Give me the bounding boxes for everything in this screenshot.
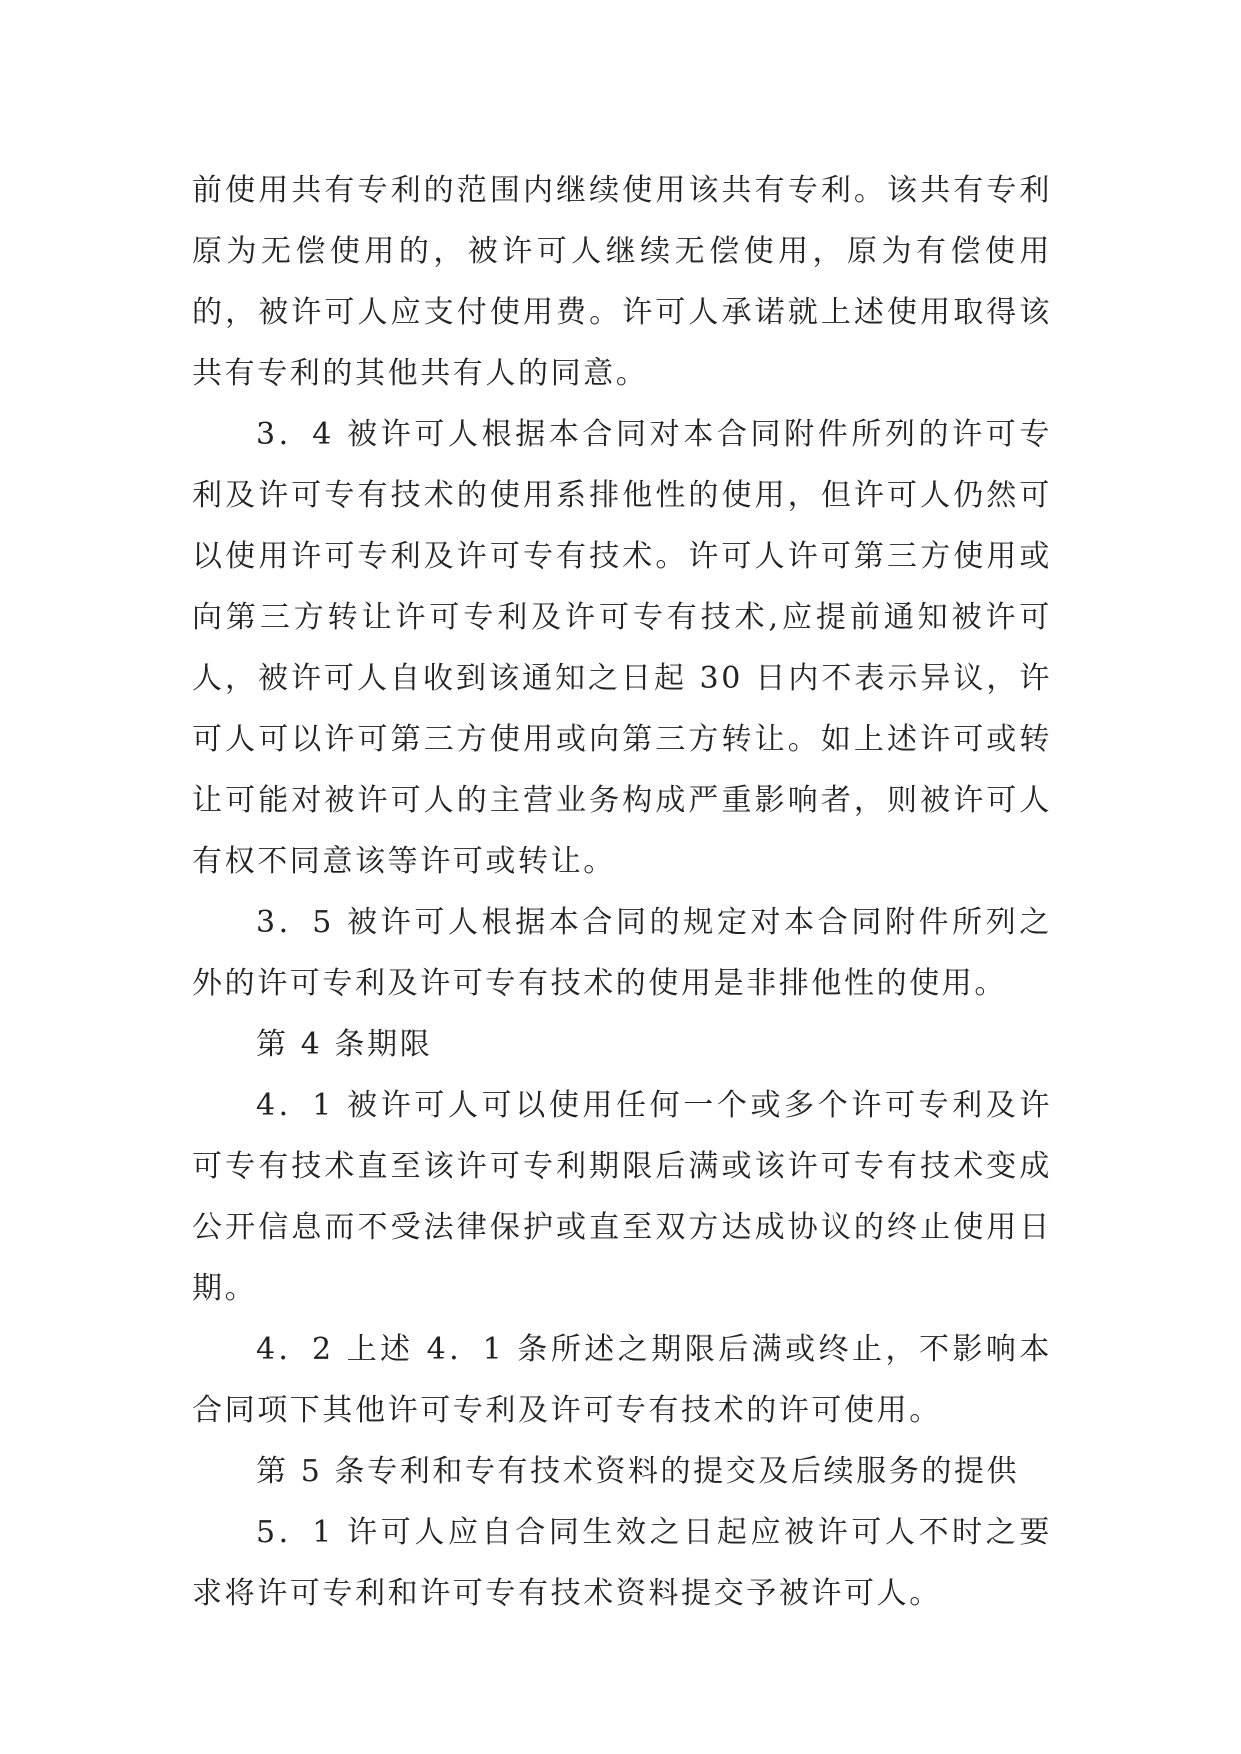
paragraph-4-1: 4．1 被许可人可以使用任何一个或多个许可专利及许可专有技术直至该许可专利期限后满或该许可专有技术变成公开信息而不受法律保护或直至双方达成协议的终止使用日期。 xyxy=(192,1088,1052,1306)
paragraph-3-4: 3．4 被许可人根据本合同对本合同附件所列的许可专利及许可专有技术的使用系排他性的使用，但许可人仍然可以使用许可专利及许可专有技术。许可人许可第三方使用或向第三方转让许可专利及许可专有技术,应提前通知被许可人，被许可人自收到该通知之日起 30 日内不表示异议，许可人可以许可第三方使用或向第三方转让。如上述许可或转让可能对被许可人的主营业务构成严重影响者，则被许可人有权不同意该等许可或转让。 xyxy=(192,417,1052,879)
paragraph-4-2: 4．2 上述 4．1 条所述之期限后满或终止，不影响本合同项下其他许可专利及许可专有技术的许可使用。 xyxy=(192,1332,1052,1428)
heading-article-4: 第 4 条期限 xyxy=(256,1027,433,1062)
paragraph-3-5: 3．5 被许可人根据本合同的规定对本合同附件所列之外的许可专利及许可专有技术的使用是非排他性的使用。 xyxy=(192,905,1052,1001)
heading-article-5: 第 5 条专利和专有技术资料的提交及后续服务的提供 xyxy=(256,1454,1020,1489)
document-body xyxy=(192,160,1052,1624)
paragraph-5-1: 5．1 许可人应自合同生效之日起应被许可人不时之要求将许可专利和许可专有技术资料提交予被许可人。 xyxy=(192,1515,1052,1611)
paragraph-continuation: 前使用共有专利的范围内继续使用该共有专利。该共有专利原为无偿使用的，被许可人继续无偿使用，原为有偿使用的，被许可人应支付使用费。许可人承诺就上述使用取得该共有专利的其他共有人的同意。 xyxy=(192,173,1052,391)
